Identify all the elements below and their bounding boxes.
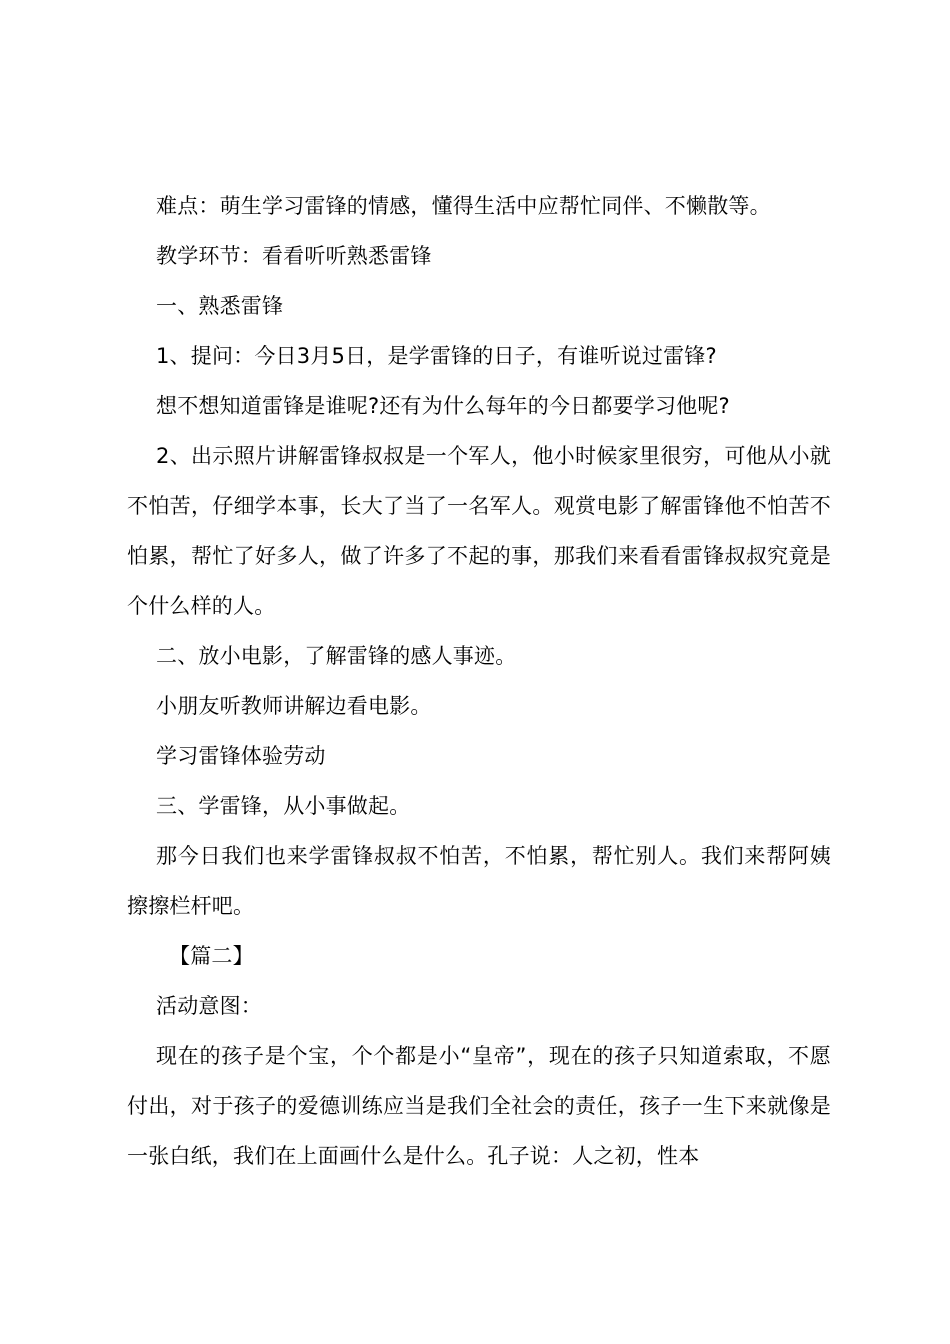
heading-part-two: 【篇二】 (169, 944, 254, 968)
paragraph-labor-experience: 学习雷锋体验劳动 (156, 744, 326, 768)
paragraph-question-2: 想不想知道雷锋是谁呢?还有为什么每年的今日都要学习他呢? (156, 394, 730, 418)
paragraph-activity-intent: 现在的孩子是个宝，个个都是小“皇帝”，现在的孩子只知道索取，不愿付出，对于孩子的爱德训练应当是我们全社会的责任，孩子一生下来就像是一张白纸，我们在上面画什么是什么。孔子说：人之初，性本 (127, 1044, 831, 1168)
document-body (127, 181, 831, 1181)
paragraph-question-1: 1、提问：今日3月5日，是学雷锋的日子，有谁听说过雷锋? (156, 344, 717, 368)
heading-activity-intent: 活动意图： (156, 994, 262, 1018)
paragraph-watch-movie: 小朋友听教师讲解边看电影。 (156, 694, 432, 718)
paragraph-photo-explanation: 2、出示照片讲解雷锋叔叔是一个军人，他小时候家里很穷，可他从小就不怕苦，仔细学本事，长大了当了一名军人。观赏电影了解雷锋他不怕苦不怕累，帮忙了好多人，做了许多了不起的事，那我们来看看雷锋叔叔究竟是个什么样的人。 (127, 444, 831, 618)
heading-section-one: 一、熟悉雷锋 (156, 294, 284, 318)
paragraph-help-others: 那今日我们也来学雷锋叔叔不怕苦，不怕累，帮忙别人。我们来帮阿姨擦擦栏杆吧。 (127, 844, 831, 918)
paragraph-teaching-steps: 教学环节：看看听听熟悉雷锋 (156, 244, 432, 268)
heading-section-three: 三、学雷锋，从小事做起。 (156, 794, 411, 818)
paragraph-difficulty: 难点：萌生学习雷锋的情感，懂得生活中应帮忙同伴、不懒散等。 (156, 194, 771, 218)
heading-section-two: 二、放小电影，了解雷锋的感人事迹。 (156, 644, 517, 668)
